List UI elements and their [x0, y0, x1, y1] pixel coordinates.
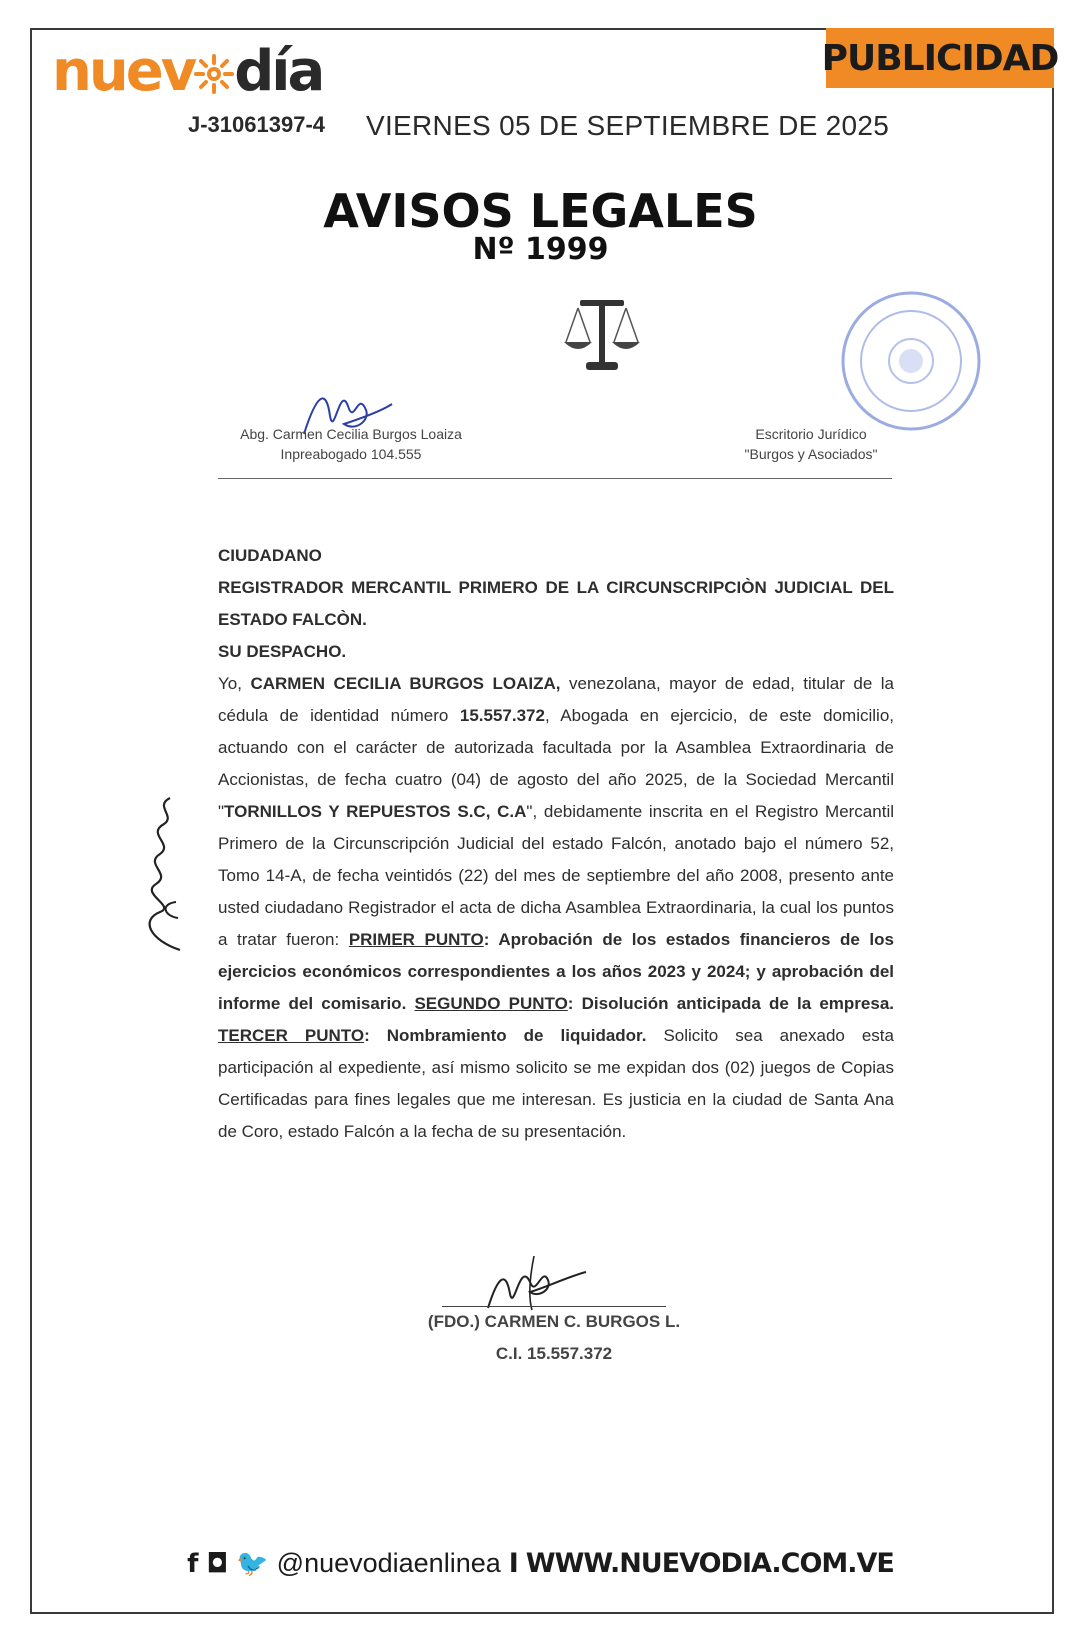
twitter-icon: 🐦 — [236, 1548, 269, 1579]
sun-logo-icon — [194, 54, 234, 94]
publicidad-badge: PUBLICIDAD — [826, 28, 1054, 88]
newspaper-logo: nuev día — [52, 39, 323, 104]
facebook-icon: f — [187, 1548, 199, 1579]
website-url: WWW.NUEVODIA.COM.VE — [525, 1548, 894, 1579]
publication-date: VIERNES 05 DE SEPTIEMBRE DE 2025 — [366, 110, 890, 141]
instagram-icon: ◘ — [206, 1548, 229, 1579]
signature-line — [442, 1306, 666, 1307]
salutation-office: SU DESPACHO. — [218, 642, 347, 661]
letterhead-divider — [218, 478, 892, 479]
salutation-citizen: CIUDADANO — [218, 546, 322, 565]
footer — [0, 1548, 1081, 1579]
social-handle: @nuevodiaenlinea — [276, 1548, 501, 1578]
letterhead-firm: Escritorio Jurídico "Burgos y Asociados" — [744, 426, 878, 462]
signer-name: (FDO.) CARMEN C. BURGOS L. — [427, 1312, 681, 1331]
notice-number: Nº 1999 — [472, 232, 609, 267]
notice-paragraph: Yo, CARMEN CECILIA BURGOS LOAIZA, venezolana, mayor de edad, titular de la cédula de identidad número 15.557.372, Abogada en ejercicio, de este domicilio, actuando con el carácter de autorizada facultada por la Asamblea Extraordinaria de Accionistas, de fecha cuatro (04) de agosto del año 2025, de la Sociedad Mercantil "TORNILLOS Y REPUESTOS S.C, C.A", debidamente inscrita en el Registro Mercantil Primero de la Circunscripción Judicial del estado Falcón, anotado bajo el número 52, Tomo 14-A, de fecha veintidós (22) del mes de septiembre del año 2008, presento ante usted ciudadano Registrador el acta de dicha Asamblea Extraordinaria, la cual los puntos a tratar fueron: PRIMER PUNTO: Aprobación de los estados financieros de los ejercicios económicos correspondientes a los años 2023 y 2024; y aprobación del informe del comisario. SEGUNDO PUNTO: Disolución anticipada de la empresa. TERCER PUNTO: Nombramiento de liquidador. Solicito sea anexado esta participación al expediente, así mismo solicito se me expidan dos (02) juegos de Copias Certificadas para fines legales que me interesan. Es justicia en la ciudad de Santa Ana de Coro, estado Falcón a la fecha de su presentación. — [218, 674, 894, 1141]
scales-of-justice-icon — [560, 298, 644, 376]
official-seal-stamp-icon — [836, 276, 986, 446]
rif-number: J-31061397-4 — [188, 112, 326, 137]
page-title: AVISOS LEGALES — [323, 184, 758, 238]
notice-body — [218, 540, 894, 1148]
signer-id: C.I. 15.557.372 — [495, 1344, 613, 1363]
margin-signature-icon — [120, 790, 200, 960]
footer-separator: I — [508, 1548, 518, 1579]
letterhead-lawyer: Abg. Carmen Cecilia Burgos Loaiza Inpreabogado 104.555 — [240, 426, 462, 462]
salutation-registrar: REGISTRADOR MERCANTIL PRIMERO DE LA CIRCUNSCRIPCIÒN JUDICIAL DEL ESTADO FALCÒN. — [218, 578, 894, 629]
